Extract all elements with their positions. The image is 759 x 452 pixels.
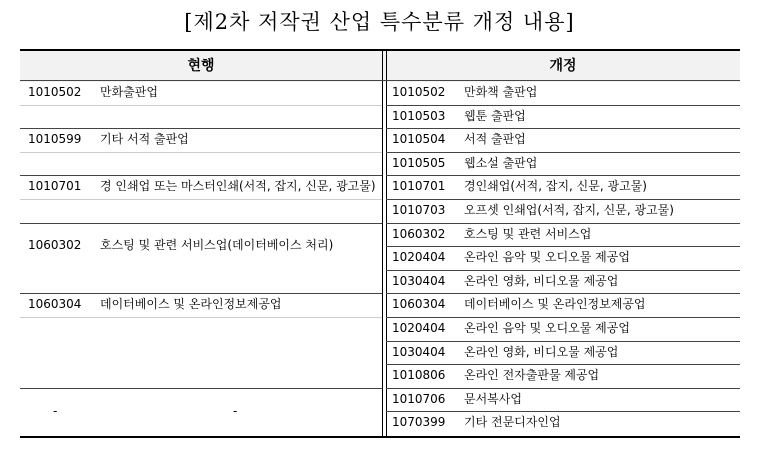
current-code: 1010502	[28, 85, 82, 99]
current-empty-name: -	[233, 403, 238, 418]
current-inner-rule	[20, 105, 382, 106]
column-divider-outer	[382, 49, 383, 438]
current-code: 1060304	[28, 297, 82, 312]
revised-name: 데이터베이스 및 온라인정보제공업	[464, 297, 646, 312]
current-code: 1060302	[28, 238, 82, 253]
revised-code: 1070399	[392, 415, 446, 430]
revised-code: 1010806	[392, 368, 446, 383]
revised-name: 오프셋 인쇄업(서적, 잡지, 신문, 광고물)	[464, 203, 674, 217]
revised-code: 1020404	[392, 250, 446, 265]
header-current: 현행	[187, 58, 215, 74]
revision-table	[20, 49, 740, 438]
table-bottom-rule	[20, 436, 740, 438]
revised-name: 경인쇄업(서적, 잡지, 신문, 광고물)	[464, 179, 647, 194]
current-inner-rule	[20, 152, 382, 153]
revised-name: 웹툰 출판업	[464, 108, 526, 123]
current-inner-rule	[20, 199, 382, 200]
current-code: 1010701	[28, 179, 82, 194]
revised-code: 1020404	[392, 321, 446, 335]
revised-name: 온라인 영화, 비디오물 제공업	[464, 273, 619, 288]
table-header	[20, 49, 740, 82]
current-group-rule	[20, 223, 382, 224]
current-name: 만화출판업	[100, 85, 158, 99]
revised-code: 1010505	[392, 155, 446, 170]
revised-code: 1030404	[392, 273, 446, 288]
revised-code: 1060304	[392, 297, 446, 312]
current-name: 기타 서적 출판업	[100, 132, 189, 147]
revised-code: 1060302	[392, 226, 446, 241]
current-code: 1010599	[28, 132, 82, 147]
revised-name: 온라인 음악 및 오디오물 제공업	[464, 321, 630, 335]
revised-code: 1030404	[392, 344, 446, 359]
revised-code: 1010504	[392, 132, 446, 147]
current-empty-code: -	[53, 403, 58, 418]
current-group-rule	[20, 388, 382, 389]
revised-name: 호스팅 및 관련 서비스업	[464, 226, 592, 241]
revised-code: 1010502	[392, 85, 446, 99]
revised-code: 1010503	[392, 108, 446, 123]
revised-code: 1010703	[392, 203, 446, 217]
revised-name: 기타 전문디자인업	[464, 415, 561, 430]
header-revised: 개정	[549, 58, 577, 74]
current-inner-rule	[20, 317, 382, 318]
current-name: 호스팅 및 관련 서비스업(데이터베이스 처리)	[100, 238, 334, 253]
revised-code: 1010701	[392, 179, 446, 194]
current-name: 데이터베이스 및 온라인정보제공업	[100, 297, 282, 312]
revised-name: 온라인 영화, 비디오물 제공업	[464, 344, 619, 359]
current-name: 경 인쇄업 또는 마스터인쇄(서적, 잡지, 신문, 광고물)	[100, 179, 376, 194]
document-title: [제2차 저작권 산업 특수분류 개정 내용]	[184, 10, 575, 34]
column-divider-inner	[386, 49, 387, 438]
revised-name: 온라인 음악 및 오디오물 제공업	[464, 250, 630, 265]
revised-name: 웹소설 출판업	[464, 155, 538, 170]
revised-name: 온라인 전자출판물 제공업	[464, 368, 600, 383]
revised-code: 1010706	[392, 391, 446, 406]
revised-name: 문서복사업	[464, 391, 522, 406]
revised-name: 서적 출판업	[464, 132, 526, 147]
revised-name: 만화책 출판업	[464, 85, 538, 99]
